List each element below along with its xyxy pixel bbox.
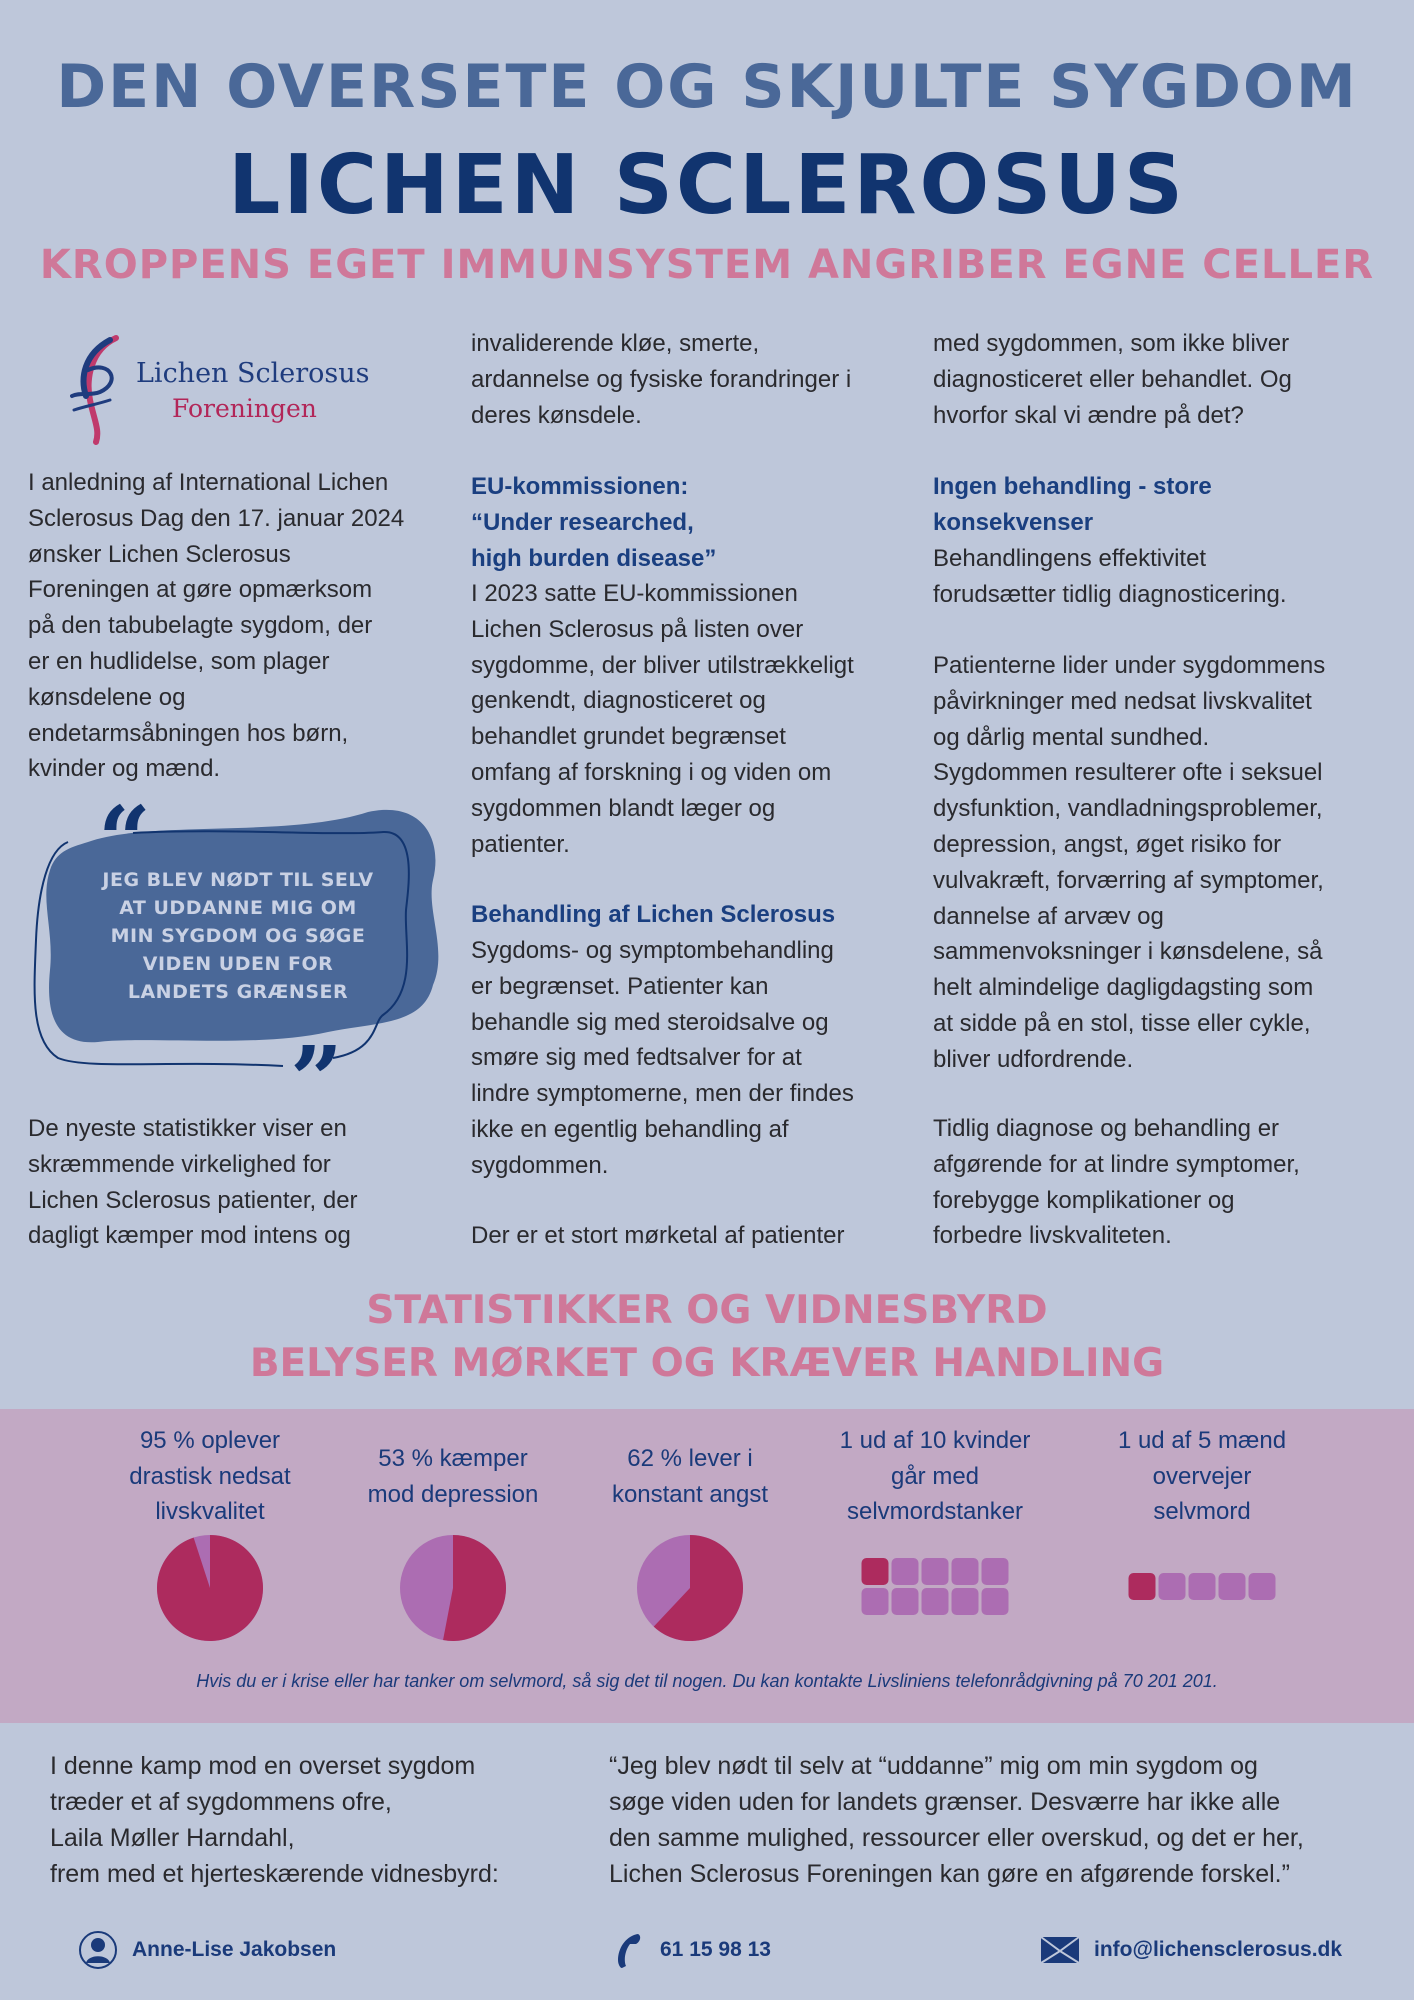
stat-depression xyxy=(338,1423,568,1648)
stat-pie-chart xyxy=(155,1533,265,1643)
consequences-heading: Ingen behandling - store konsekvenser xyxy=(933,473,1212,536)
header-subtitle: KROPPENS EGET IMMUNSYSTEM ANGRIBER EGNE CELLER xyxy=(39,242,1375,288)
square-rest xyxy=(952,1558,979,1585)
square-rest xyxy=(892,1558,919,1585)
stat-label: 1 ud af 5 mænd overvejer selvmord xyxy=(1117,1427,1287,1525)
square-rest xyxy=(982,1558,1009,1585)
stat-women-suicidal-thoughts xyxy=(820,1423,1050,1648)
header-kicker: DEN OVERSETE OG SKJULTE SYGDOM xyxy=(56,52,1358,122)
eu-paragraph: I 2023 satte EU-kommissionen Lichen Sclerosus på listen over sygdomme, der bliver utilstrækkeligt genkendt, diagnosticeret og behandlet grundet begrænset omfang af forskning i og viden om sygdommen blandt læger og patienter. xyxy=(471,580,854,858)
stat-pie-chart xyxy=(635,1533,745,1643)
person-icon xyxy=(78,1930,118,1970)
stat-square-grid xyxy=(1122,1533,1282,1643)
stat-label: 1 ud af 10 kvinder går med selvmordstanker xyxy=(839,1427,1031,1525)
stat-pie-chart xyxy=(398,1533,508,1643)
page-title: LICHEN SCLEROSUS xyxy=(228,138,1186,233)
square-rest xyxy=(952,1588,979,1615)
stat-anxiety xyxy=(575,1423,805,1648)
stat-men-suicide xyxy=(1087,1423,1317,1648)
square-rest xyxy=(1159,1573,1186,1600)
contact-phone[interactable] xyxy=(612,1925,771,1975)
eu-heading: EU-kommissionen: “Under researched, high burden disease” xyxy=(471,473,717,572)
treatment-heading: Behandling af Lichen Sclerosus xyxy=(471,901,836,928)
pie-slice-highlight xyxy=(157,1535,263,1641)
stats-heading: STATISTIKKER OG VIDNESBYRD BELYSER MØRKET OG KRÆVER HANDLING xyxy=(249,1288,1165,1386)
close-quote-icon: ” xyxy=(290,1026,343,1134)
col3-continuation: med sygdommen, som ikke bliver diagnosticeret eller behandlet. Og hvorfor skal vi ændre på det? xyxy=(933,330,1292,429)
logo-swoosh-icon xyxy=(70,330,130,450)
quote-callout xyxy=(28,786,448,1134)
square-highlight xyxy=(862,1558,889,1585)
stat-label: 95 % oplever drastisk nedsat livskvalitet xyxy=(129,1427,291,1525)
effectiveness-paragraph: Behandlingens effektivitet forudsætter tidlig diagnosticering. xyxy=(933,545,1287,608)
square-rest xyxy=(1219,1573,1246,1600)
contact-person xyxy=(78,1925,336,1975)
square-highlight xyxy=(1129,1573,1156,1600)
crisis-disclaimer: Hvis du er i krise eller har tanker om selvmord, så sig det til nogen. Du kan kontakte Livsliniens telefonrådgivning på 70 201 201. xyxy=(196,1671,1218,1691)
logo-line-1: Lichen Sclerosus xyxy=(136,358,370,389)
impact-paragraph: Patienterne lider under sygdommens påvirkninger med nedsat livskvalitet og dårlig mental sundhed. Sygdommen resulterer ofte i seksuel dysfunktion, vandladningsproblemer, depression, angst, øget risiko for vulvakræft, forværring af symptomer, dannelse af arvæv og sammenvoksninger i kønsdelene, så helt almindelige dagligdagsting som at sidde på en stol, tisse eller cykle, bliver udfordrende. xyxy=(933,652,1326,1073)
square-rest xyxy=(922,1558,949,1585)
contact-phone-number[interactable]: 61 15 98 13 xyxy=(660,1938,771,1961)
stat-square-grid xyxy=(855,1533,1015,1643)
stats-intro-paragraph: De nyeste statistikker viser en skræmmende virkelighed for Lichen Sclerosus patienter, der dagligt kæmper mod intens og xyxy=(28,1115,358,1250)
stats-band xyxy=(0,1409,1414,1723)
testimony-intro: I denne kamp mod en overset sygdom træder et af sygdommens ofre, Laila Møller Harndahl, frem med et hjerteskærende vidnesbyrd: xyxy=(50,1752,499,1888)
stat-quality-of-life xyxy=(95,1423,325,1648)
phone-icon xyxy=(612,1930,646,1970)
stat-label: 62 % lever i konstant angst xyxy=(611,1445,769,1508)
early-diagnosis-paragraph: Tidlig diagnose og behandling er afgørende for at lindre symptomer, forebygge komplikationer og forbedre livskvaliteten. xyxy=(933,1115,1300,1250)
stat-label: 53 % kæmper mod depression xyxy=(367,1445,539,1508)
dark-number-paragraph: Der er et stort mørketal af patienter xyxy=(471,1222,845,1249)
contact-email[interactable] xyxy=(1040,1925,1342,1975)
treatment-paragraph: Sygdoms- og symptombehandling er begrænset. Patienter kan behandle sig med steroidsalve og smøre sig med fedtsalver for at lindre symptomerne, men der findes ikke en egentlig behandling af sygdommen. xyxy=(471,937,854,1179)
square-rest xyxy=(1189,1573,1216,1600)
col2-continuation: invaliderende kløe, smerte, ardannelse og fysiske forandringer i deres kønsdele. xyxy=(471,330,852,429)
logo-line-2: Foreningen xyxy=(172,394,317,423)
square-rest xyxy=(922,1588,949,1615)
square-rest xyxy=(982,1588,1009,1615)
square-rest xyxy=(1249,1573,1276,1600)
contact-person-name: Anne-Lise Jakobsen xyxy=(132,1938,337,1961)
contact-email-address[interactable]: info@lichensclerosus.dk xyxy=(1094,1938,1343,1961)
intro-paragraph: I anledning af International Lichen Sclerosus Dag den 17. januar 2024 ønsker Lichen Sclerosus Foreningen at gøre opmærksom på den tabubelagte sygdom, der er en hudlidelse, som plager kønsdelene og endetarmsåbningen hos børn, kvinder og mænd. xyxy=(28,469,405,783)
envelope-icon xyxy=(1040,1935,1080,1965)
open-quote-icon: “ xyxy=(98,786,151,894)
quote-text: JEG BLEV NØDT TIL SELV AT UDDANNE MIG OM MIN SYGDOM OG SØGE VIDEN UDEN FOR LANDETS GRÆNSER xyxy=(102,869,374,1003)
organization-logo xyxy=(70,330,400,450)
testimony-quote: “Jeg blev nødt til selv at “uddanne” mig om min sygdom og søge viden uden for landets grænser. Desværre har ikke alle den samme mulighed, ressourcer eller overskud, og det er her, Lichen Sclerosus Foreningen kan gøre en afgørende forskel.” xyxy=(609,1752,1304,1888)
square-rest xyxy=(862,1588,889,1615)
square-rest xyxy=(892,1588,919,1615)
